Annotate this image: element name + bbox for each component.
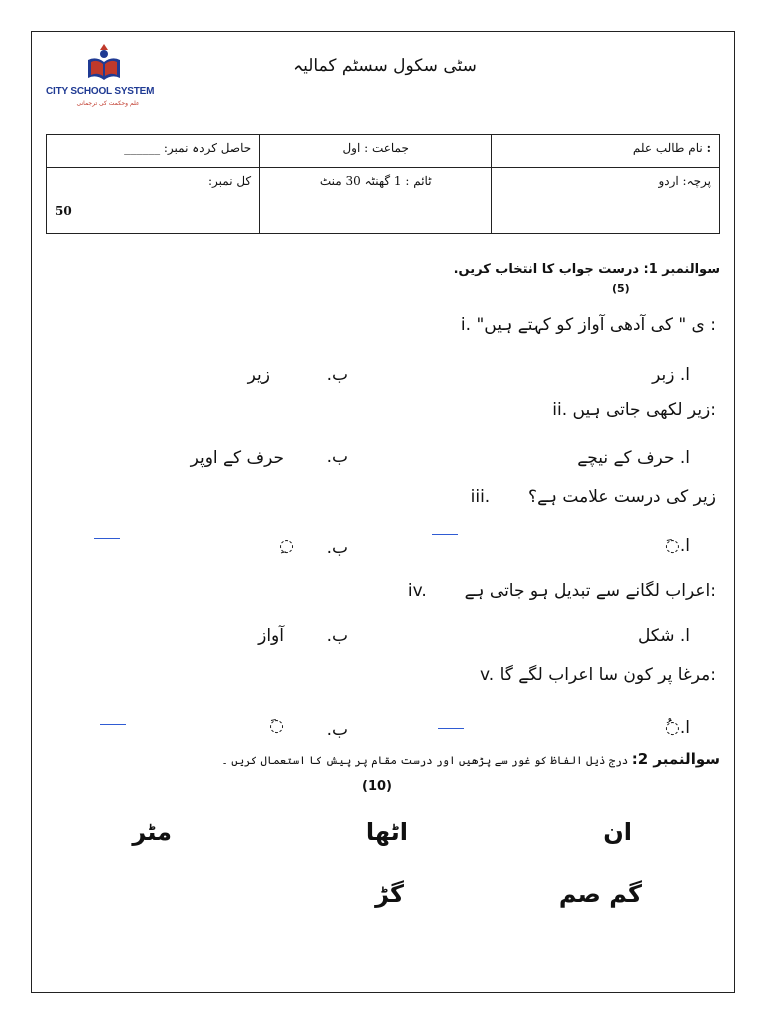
q1-item-3-option-a [665,536,690,556]
q1-item-5-stem [480,664,716,685]
school-title: سٹی سکول سسٹم کمالیہ [293,56,477,76]
q2-marks: (10) [362,779,392,794]
option-text: ◌ُ [665,718,680,738]
logo-name: CITY SCHOOL SYSTEM [46,86,155,97]
class-cell [260,135,492,168]
q1-item-2-option-a [577,447,690,468]
time-cell [260,168,492,234]
total-marks-label: کل نمبر: [207,174,252,188]
q1-item-3-option-b-number: ب. [326,538,348,558]
paper-cell [492,168,720,234]
student-name-label: نام طالب علم [632,141,703,155]
time-label: ٹائم : 1 گھنٹہ 30 منٹ [319,174,432,188]
q1-marks: (5) [612,282,630,295]
item-stem-text: مرغا پر کون سا اعراب لگے گا: [499,665,716,685]
blank-line [432,534,458,535]
item-number: iii. [470,487,491,507]
q1-item-4-option-a [638,626,690,646]
item-stem-text: "ی " کی آدھی آواز کو کہتے ہیں : [476,315,716,335]
school-logo [46,42,166,114]
q1-item-4-option-b-number: ب. [326,626,348,646]
q1-item-1-stem [461,314,716,335]
q2-heading-bold: سوالنمبر 2: [631,750,720,768]
q1-item-2-option-b: حرف کے اوپر [190,448,284,468]
q1-item-1-option-a [652,365,690,385]
q1-item-5-option-b: ◌َ [269,716,284,736]
paper-label: پرچہ: اردو [658,174,711,188]
q1-item-4-option-b: آواز [258,626,284,646]
total-marks-value: 50 [55,204,72,218]
q1-item-5-option-b-number: ب. [326,720,348,740]
q1-item-2-option-b-number: ب. [326,447,348,467]
blank-line [100,724,126,725]
item-number: ii. [552,400,568,420]
option-text: زبر [652,365,675,385]
option-number: ا. [679,536,690,556]
q1-item-3-option-b: ◌ِ [279,536,294,556]
q1-item-2-stem [552,399,716,420]
obtained-marks-label: حاصل کردہ نمبر: ______ [124,141,252,155]
item-number: i. [460,315,472,335]
q2-word: ان [603,818,632,846]
q1-item-1-option-b-number: ب. [326,365,348,385]
q2-heading [221,750,720,768]
q1-item-5-option-a [665,718,690,738]
name-colon: : [706,141,711,155]
q1-item-1-option-b: زیر [247,365,270,385]
item-stem-text: زیر کی درست علامت ہے؟ [528,487,716,507]
obtained-marks-cell [47,135,260,168]
q2-word: گڑ [375,880,404,908]
student-info-table [46,134,720,234]
option-text: ◌َ [665,536,680,556]
blank-line [438,728,464,729]
option-number: ا. [679,365,690,385]
q2-word: مٹر [132,818,172,846]
logo-tagline: علم وحکمت کی ترجمانی [76,100,140,107]
q2-word: گم صم [558,880,642,908]
option-number: ا. [679,448,690,468]
option-number: ا. [679,718,690,738]
item-stem-text: زیر لکھی جاتی ہیں: [572,400,716,420]
q1-item-4-stem [408,580,716,601]
q1-item-3-stem [471,486,716,507]
q2-heading-text: درج ذیل الفاظ کو غور سے پڑھیں اور درست مقام پر پیش کا استعمال کریں ۔ [221,754,629,767]
class-label: جماعت : اول [342,141,409,155]
book-emblem-icon [84,42,124,84]
q1-heading: سوالنمبر 1: درست جواب کا انتخاب کریں. [453,262,720,277]
option-text: حرف کے نیچے [577,448,675,468]
item-stem-text: اعراب لگانے سے تبدیل ہو جاتی ہے: [464,581,716,601]
item-number: iv. [407,581,427,601]
option-number: ا. [679,626,690,646]
item-number: v. [480,665,495,685]
student-name-cell [492,135,720,168]
blank-line [94,538,120,539]
q2-word: اٹھا [365,818,408,846]
option-text: شکل [637,626,675,646]
total-marks-cell [47,168,260,234]
